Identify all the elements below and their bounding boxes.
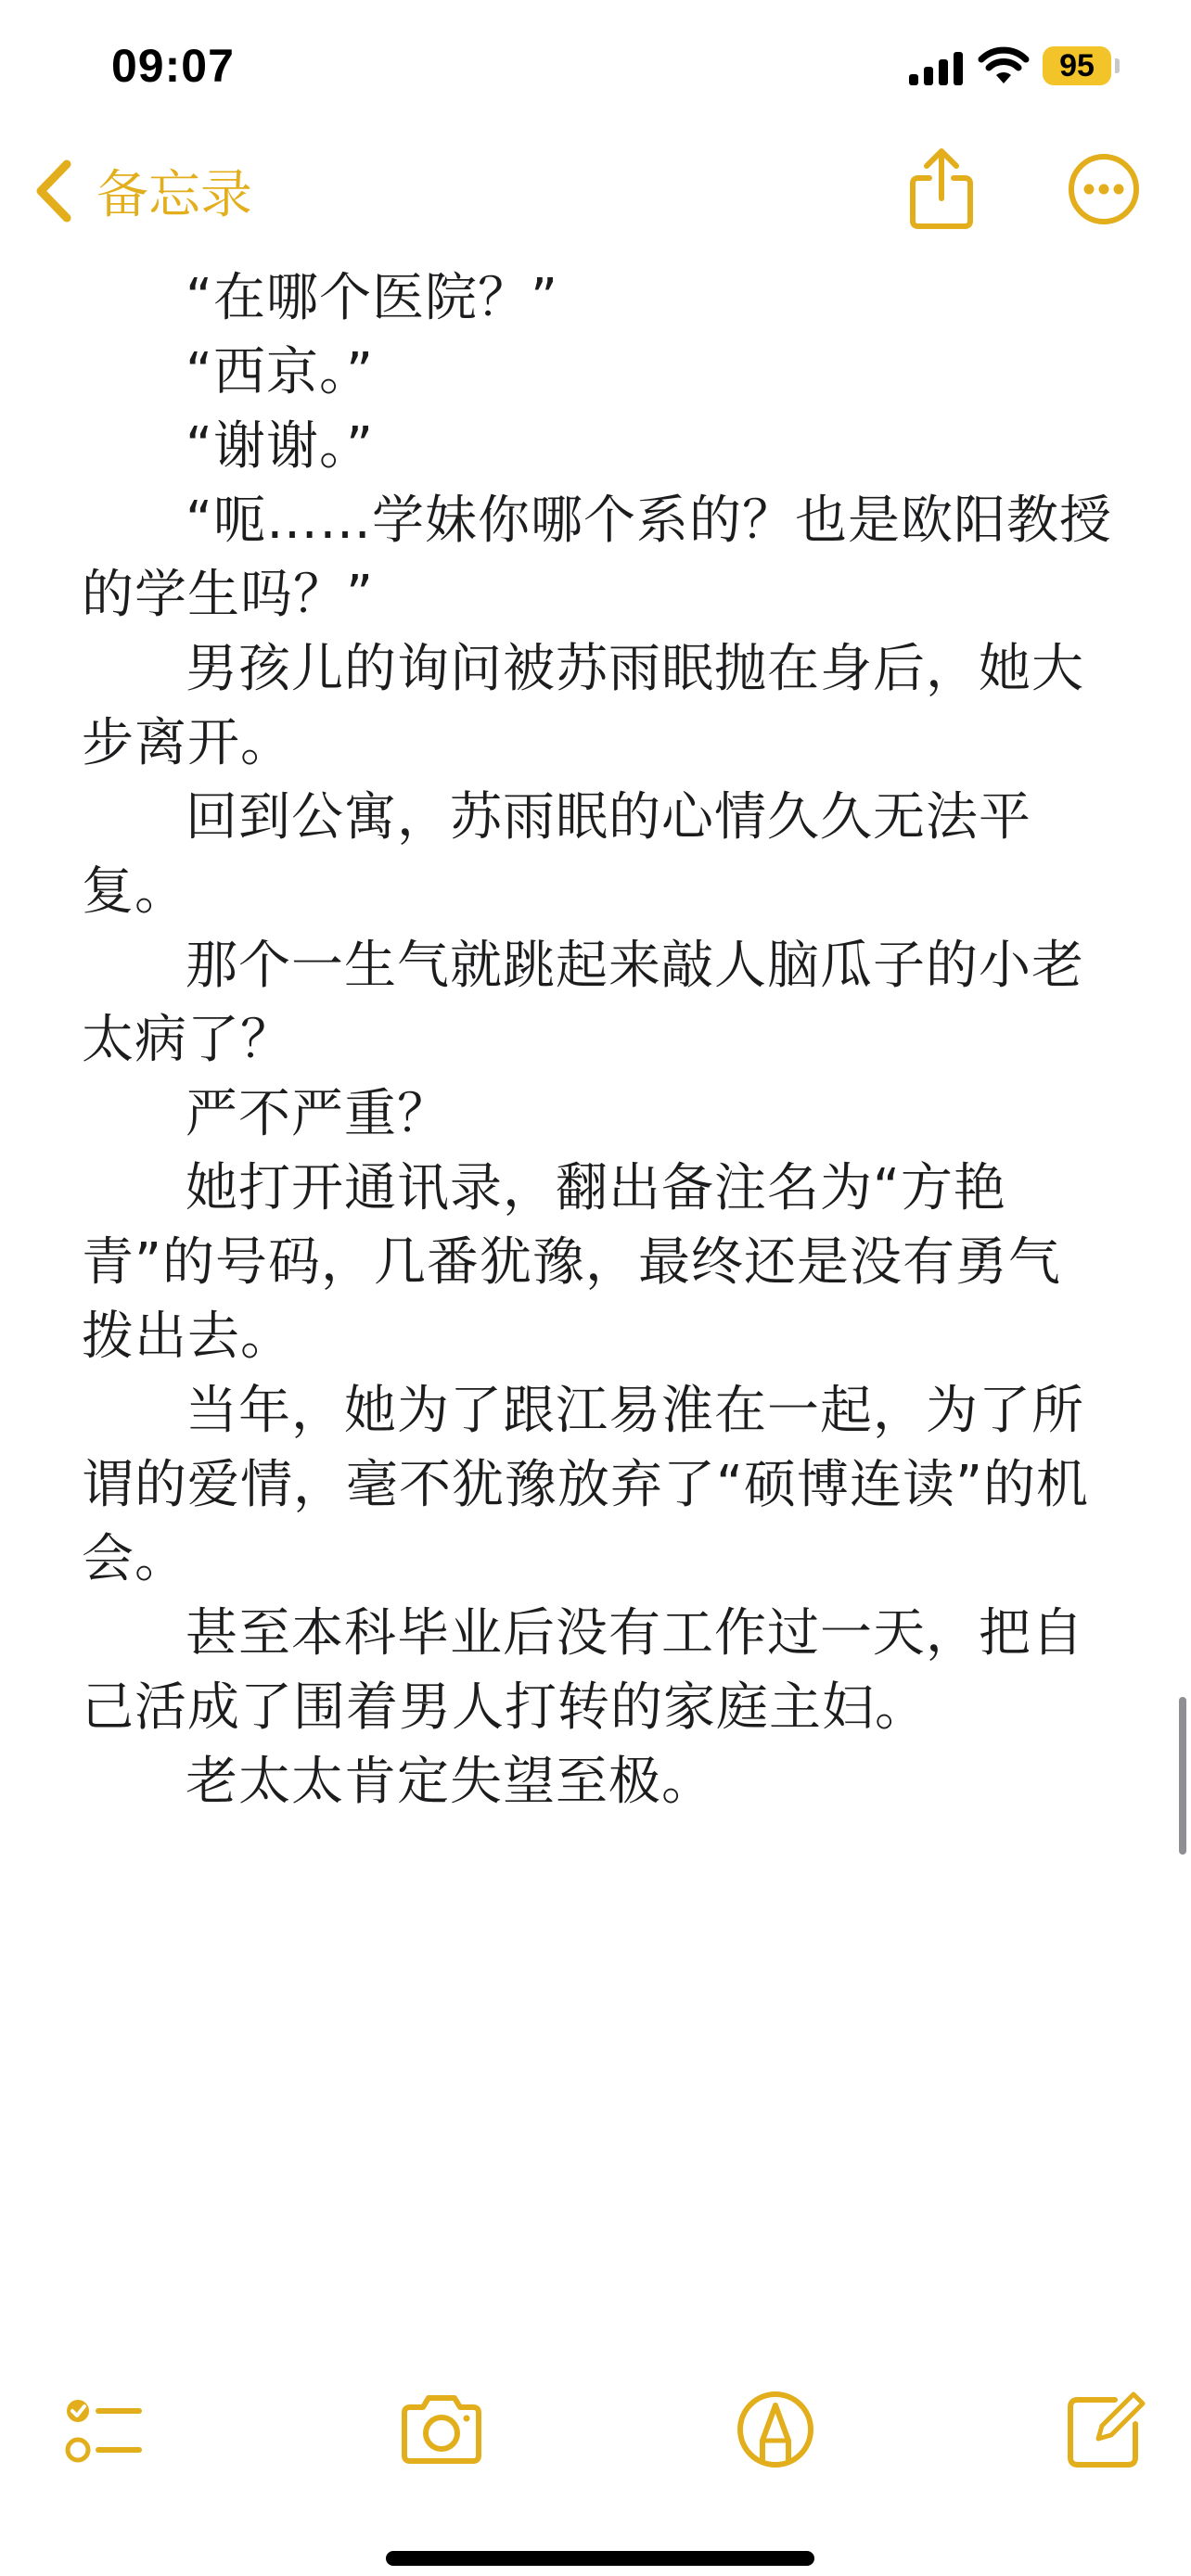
cellular-signal-icon (909, 52, 965, 85)
status-time: 09:07 (111, 40, 235, 92)
share-icon[interactable] (907, 147, 976, 230)
note-body[interactable] (82, 261, 1113, 1819)
home-indicator[interactable] (386, 2551, 814, 2566)
note-paragraph: 严不严重？ (186, 1084, 450, 1144)
note-paragraph: “西京。” (186, 342, 375, 402)
compose-icon[interactable] (1057, 2383, 1150, 2476)
markup-pen-icon[interactable] (729, 2383, 822, 2476)
status-bar (0, 0, 1191, 130)
more-icon[interactable] (1067, 152, 1141, 226)
navigation-bar (0, 139, 1191, 250)
checklist-icon[interactable] (56, 2383, 148, 2476)
note-paragraph: 老太太肯定失望至极。 (186, 1752, 714, 1812)
note-paragraph: 甚至本科毕业后没有工作过一天，把自己活成了围着男人打转的家庭主妇。 (82, 1603, 1084, 1738)
note-paragraph: 那个一生气就跳起来敲人脑瓜子的小老太病了？ (82, 936, 1084, 1070)
scroll-indicator[interactable] (1179, 1697, 1186, 1855)
note-paragraph: 回到公寓，苏雨眠的心情久久无法平复。 (82, 787, 1031, 922)
wifi-icon (978, 46, 1030, 87)
note-paragraph: 当年，她为了跟江易淮在一起，为了所谓的爱情，毫不犹豫放弃了“硕博连读”的机会。 (82, 1381, 1090, 1589)
note-paragraph: “在哪个医院？” (186, 268, 559, 328)
bottom-toolbar (0, 2383, 1191, 2485)
camera-icon[interactable] (395, 2383, 488, 2476)
note-paragraph: 她打开通讯录，翻出备注名为“方艳青”的号码，几番犹豫，最终还是没有勇气拨出去。 (82, 1158, 1062, 1367)
battery-terminal (1115, 58, 1120, 73)
note-paragraph: 男孩儿的询问被苏雨眠抛在身后，她大步离开。 (82, 639, 1084, 773)
note-paragraph: “呃……学妹你哪个系的？也是欧阳教授的学生吗？” (82, 491, 1113, 625)
battery-level: 95 (1059, 47, 1095, 83)
note-paragraph: “谢谢。” (186, 416, 375, 477)
battery-icon (1043, 46, 1111, 85)
back-label: 备忘录 (96, 165, 252, 225)
back-button[interactable] (32, 154, 252, 228)
chevron-left-icon (32, 159, 76, 223)
